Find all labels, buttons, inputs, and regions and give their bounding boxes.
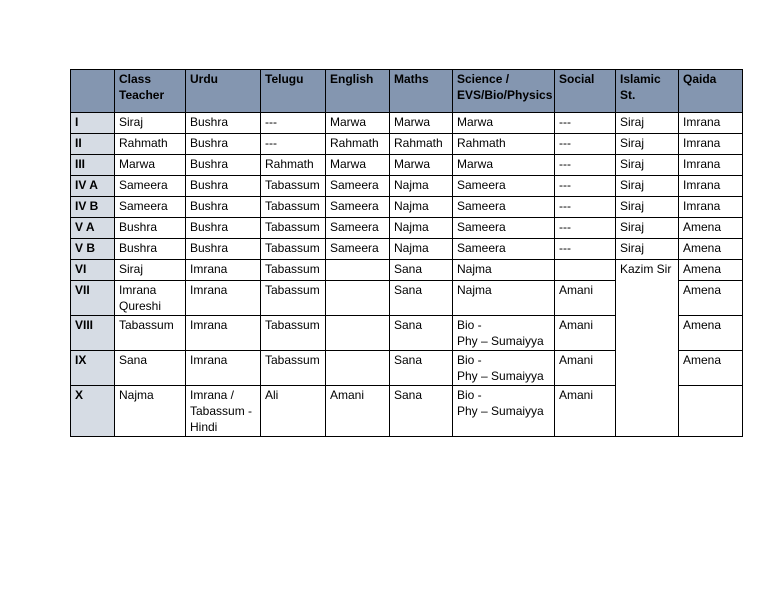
class-label: I (71, 113, 115, 134)
table-cell: Sameera (453, 197, 555, 218)
table-cell: Siraj (616, 176, 679, 197)
table-cell: Ali (261, 386, 326, 437)
table-cell: Bushra (115, 239, 186, 260)
table-cell: Sameera (326, 176, 390, 197)
table-cell: Bushra (186, 197, 261, 218)
table-cell: --- (555, 218, 616, 239)
class-label: VIII (71, 316, 115, 351)
table-cell: Imrana / Tabassum - Hindi (186, 386, 261, 437)
table-cell: Imrana (186, 351, 261, 386)
table-cell: Tabassum (261, 351, 326, 386)
table-cell: Marwa (453, 113, 555, 134)
column-header: Islamic St. (616, 70, 679, 113)
table-cell: --- (555, 155, 616, 176)
table-cell (326, 281, 390, 316)
table-cell: Sana (390, 260, 453, 281)
table-cell: Bushra (186, 113, 261, 134)
column-header (71, 70, 115, 113)
table-row (71, 176, 743, 197)
table-cell: Rahmath (326, 134, 390, 155)
table-cell: Rahmath (390, 134, 453, 155)
column-header: Telugu (261, 70, 326, 113)
table-cell: Bushra (186, 176, 261, 197)
table-cell: Rahmath (261, 155, 326, 176)
table-cell: Siraj (616, 218, 679, 239)
class-label: X (71, 386, 115, 437)
table-body (71, 113, 743, 437)
table-cell: Tabassum (261, 239, 326, 260)
column-header: Science / EVS/Bio/Physics (453, 70, 555, 113)
table-cell: Rahmath (115, 134, 186, 155)
table-cell (326, 351, 390, 386)
table-cell: Amani (326, 386, 390, 437)
table-cell: Imrana Qureshi (115, 281, 186, 316)
table-cell: Bio - Phy – Sumaiyya (453, 316, 555, 351)
table-cell: Najma (390, 239, 453, 260)
table-cell: Imrana (186, 316, 261, 351)
table-cell: Siraj (115, 113, 186, 134)
table-row (71, 155, 743, 176)
class-label: IV B (71, 197, 115, 218)
table-cell: Amani (555, 281, 616, 316)
class-label: VI (71, 260, 115, 281)
timetable (70, 69, 743, 437)
class-label: II (71, 134, 115, 155)
table-cell: Najma (453, 281, 555, 316)
column-header: Class Teacher (115, 70, 186, 113)
table-header (71, 70, 743, 113)
table-cell: Imrana (679, 155, 743, 176)
table-cell: Sameera (326, 197, 390, 218)
table-cell: Amena (679, 260, 743, 281)
table-cell: Najma (390, 176, 453, 197)
table-row (71, 197, 743, 218)
table-row (71, 134, 743, 155)
table-cell: --- (555, 197, 616, 218)
table-cell: Amani (555, 351, 616, 386)
table-cell: Amena (679, 316, 743, 351)
table-cell: Sana (390, 281, 453, 316)
table-cell: Siraj (616, 134, 679, 155)
table-cell: Bushra (186, 155, 261, 176)
column-header: Urdu (186, 70, 261, 113)
table-cell: Tabassum (261, 260, 326, 281)
table-cell: Imrana (186, 281, 261, 316)
table-cell: Kazim Sir (616, 260, 679, 437)
table-cell: Imrana (186, 260, 261, 281)
table-cell: Amani (555, 386, 616, 437)
table-cell: Amani (555, 316, 616, 351)
table-cell: Bushra (115, 218, 186, 239)
table-cell: Sameera (326, 239, 390, 260)
table-cell: Siraj (616, 197, 679, 218)
table-cell: Tabassum (261, 218, 326, 239)
column-header: Qaida (679, 70, 743, 113)
class-label: IX (71, 351, 115, 386)
table-cell: Najma (453, 260, 555, 281)
table-cell: Sana (390, 351, 453, 386)
table-row (71, 239, 743, 260)
table-cell (326, 316, 390, 351)
table-cell: Sameera (326, 218, 390, 239)
table-cell: Tabassum (261, 197, 326, 218)
table-cell: Sana (390, 386, 453, 437)
table-cell: Sameera (453, 176, 555, 197)
table-cell: Tabassum (115, 316, 186, 351)
table-cell: Tabassum (261, 176, 326, 197)
table-cell: Amena (679, 218, 743, 239)
table-cell: Bio - Phy – Sumaiyya (453, 386, 555, 437)
table-cell (555, 260, 616, 281)
table-cell: Marwa (453, 155, 555, 176)
table-cell: Bushra (186, 218, 261, 239)
class-label: V B (71, 239, 115, 260)
table-cell: Bushra (186, 134, 261, 155)
table-cell: Bushra (186, 239, 261, 260)
table-cell: Marwa (115, 155, 186, 176)
table-cell: Sana (390, 316, 453, 351)
table-cell: Marwa (390, 113, 453, 134)
table-cell: Sameera (115, 176, 186, 197)
table-cell: Najma (390, 218, 453, 239)
table-row (71, 260, 743, 281)
table-cell: Imrana (679, 113, 743, 134)
table-cell: Tabassum (261, 281, 326, 316)
table-cell: Marwa (326, 113, 390, 134)
table-cell: Siraj (115, 260, 186, 281)
table-cell: --- (555, 134, 616, 155)
table-cell: Bio - Phy – Sumaiyya (453, 351, 555, 386)
column-header: English (326, 70, 390, 113)
table-cell: Siraj (616, 155, 679, 176)
table-cell: Amena (679, 351, 743, 386)
table-cell: --- (555, 176, 616, 197)
table-cell (679, 386, 743, 437)
table-cell: Najma (115, 386, 186, 437)
table-cell: Imrana (679, 134, 743, 155)
table-cell: Imrana (679, 176, 743, 197)
class-label: IV A (71, 176, 115, 197)
table-cell: Marwa (390, 155, 453, 176)
table-cell: Siraj (616, 113, 679, 134)
table-cell: --- (555, 239, 616, 260)
class-label: III (71, 155, 115, 176)
table-cell: Sameera (453, 239, 555, 260)
table-cell: Sameera (115, 197, 186, 218)
table-cell: Imrana (679, 197, 743, 218)
column-header: Maths (390, 70, 453, 113)
class-label: VII (71, 281, 115, 316)
class-label: V A (71, 218, 115, 239)
column-header: Social (555, 70, 616, 113)
table-cell: --- (261, 113, 326, 134)
table-cell: --- (555, 113, 616, 134)
table-cell: --- (261, 134, 326, 155)
table-cell: Marwa (326, 155, 390, 176)
table-cell (326, 260, 390, 281)
table-cell: Sana (115, 351, 186, 386)
table-cell: Rahmath (453, 134, 555, 155)
table-cell: Najma (390, 197, 453, 218)
table-row (71, 113, 743, 134)
table-cell: Amena (679, 239, 743, 260)
header-row (71, 70, 743, 113)
table-row (71, 218, 743, 239)
table-cell: Amena (679, 281, 743, 316)
table-cell: Sameera (453, 218, 555, 239)
table-cell: Siraj (616, 239, 679, 260)
table-cell: Tabassum (261, 316, 326, 351)
